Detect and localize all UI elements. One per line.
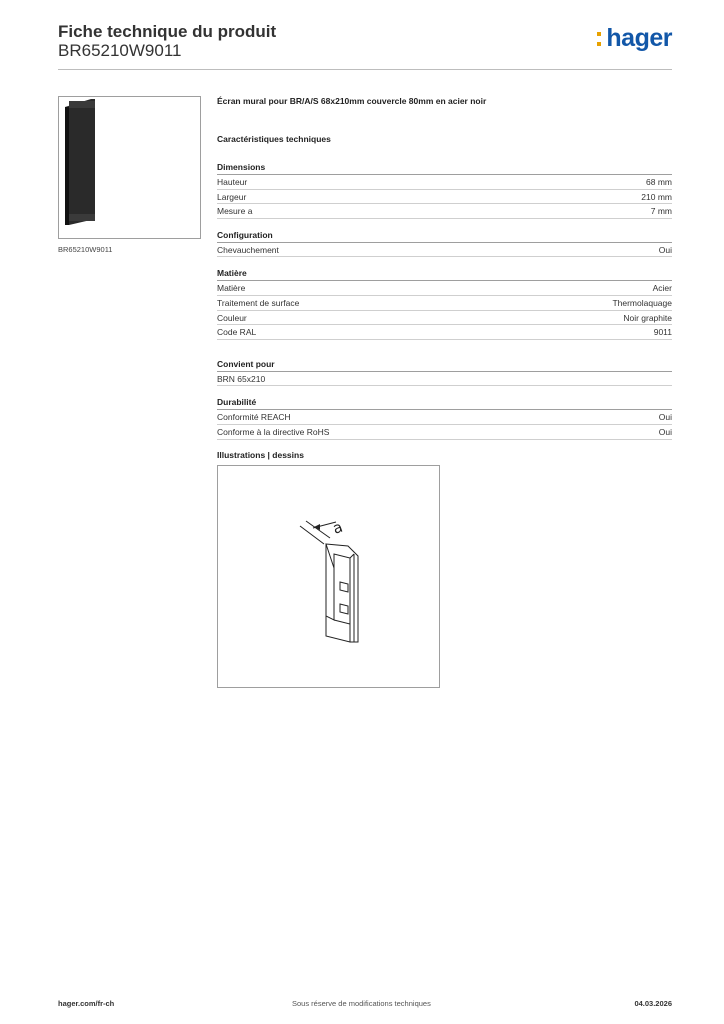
spec-label: Conforme à la directive RoHS: [217, 426, 330, 437]
spec-value: Oui: [658, 244, 672, 255]
product-image: [58, 96, 201, 239]
hager-logo: [606, 24, 672, 53]
spec-row: [217, 311, 672, 326]
logo-dots-icon: [597, 32, 601, 46]
spec-row: [217, 296, 672, 311]
spec-label: BRN 65x210: [217, 373, 266, 384]
spec-value: Oui: [658, 412, 672, 423]
document-title: Fiche technique du produit: [58, 22, 277, 41]
drawing-label: a: [330, 517, 346, 538]
spec-row: [217, 243, 672, 258]
product-details: [217, 96, 672, 688]
spec-value: Acier: [652, 283, 672, 294]
group-title: Matière: [217, 266, 672, 281]
group-material: [217, 266, 672, 339]
footer-notice: Sous réserve de modifications techniques: [292, 999, 431, 1008]
group-configuration: [217, 228, 672, 258]
spec-value: 68 mm: [646, 177, 672, 187]
group-title: Dimensions: [217, 160, 672, 175]
group-title: Configuration: [217, 228, 672, 243]
spec-label: Conformité REACH: [217, 412, 291, 423]
product-photo-icon: [59, 97, 200, 238]
product-description: Écran mural pour BR/A/S 68x210mm couvercle 80mm en acier noir: [217, 96, 487, 106]
spec-label: Couleur: [217, 312, 247, 323]
group-durability: [217, 395, 672, 439]
group-title: Durabilité: [217, 395, 672, 410]
spec-row: [217, 425, 672, 440]
spec-label: Matière: [217, 283, 246, 294]
spec-row: [217, 204, 672, 219]
drawing-icon: [218, 466, 439, 687]
spec-value: Noir graphite: [623, 312, 672, 323]
spec-label: Traitement de surface: [217, 297, 300, 308]
logo-text: hager: [606, 24, 672, 52]
product-image-caption: BR65210W9011: [58, 245, 113, 254]
spec-label: Largeur: [217, 191, 247, 202]
characteristics-heading: Caractéristiques techniques: [217, 134, 331, 144]
spec-value: 210 mm: [641, 191, 672, 202]
illustrations-heading: Illustrations | dessins: [217, 449, 304, 460]
spec-value: 9011: [653, 327, 672, 338]
spec-value: 7 mm: [650, 206, 672, 217]
spec-row: [217, 175, 672, 190]
spec-row: [217, 325, 672, 340]
group-compatible: [217, 357, 672, 387]
group-title: Convient pour: [217, 357, 672, 372]
spec-label: Code RAL: [217, 327, 257, 338]
spec-label: Chevauchement: [217, 244, 279, 255]
document-header: [58, 20, 672, 70]
product-reference: BR65210W9011: [58, 41, 182, 60]
spec-row: [217, 190, 672, 205]
spec-value: Thermolaquage: [612, 297, 672, 308]
spec-value: Oui: [658, 426, 672, 437]
spec-row: [217, 410, 672, 425]
spec-row: [217, 372, 672, 387]
technical-drawing: [217, 465, 440, 688]
footer-website: hager.com/fr-ch: [58, 999, 115, 1008]
group-dimensions: [217, 160, 672, 219]
spec-label: Mesure a: [217, 206, 253, 217]
spec-row: [217, 281, 672, 296]
footer-date: 04.03.2026: [634, 999, 672, 1008]
spec-label: Hauteur: [217, 177, 248, 187]
